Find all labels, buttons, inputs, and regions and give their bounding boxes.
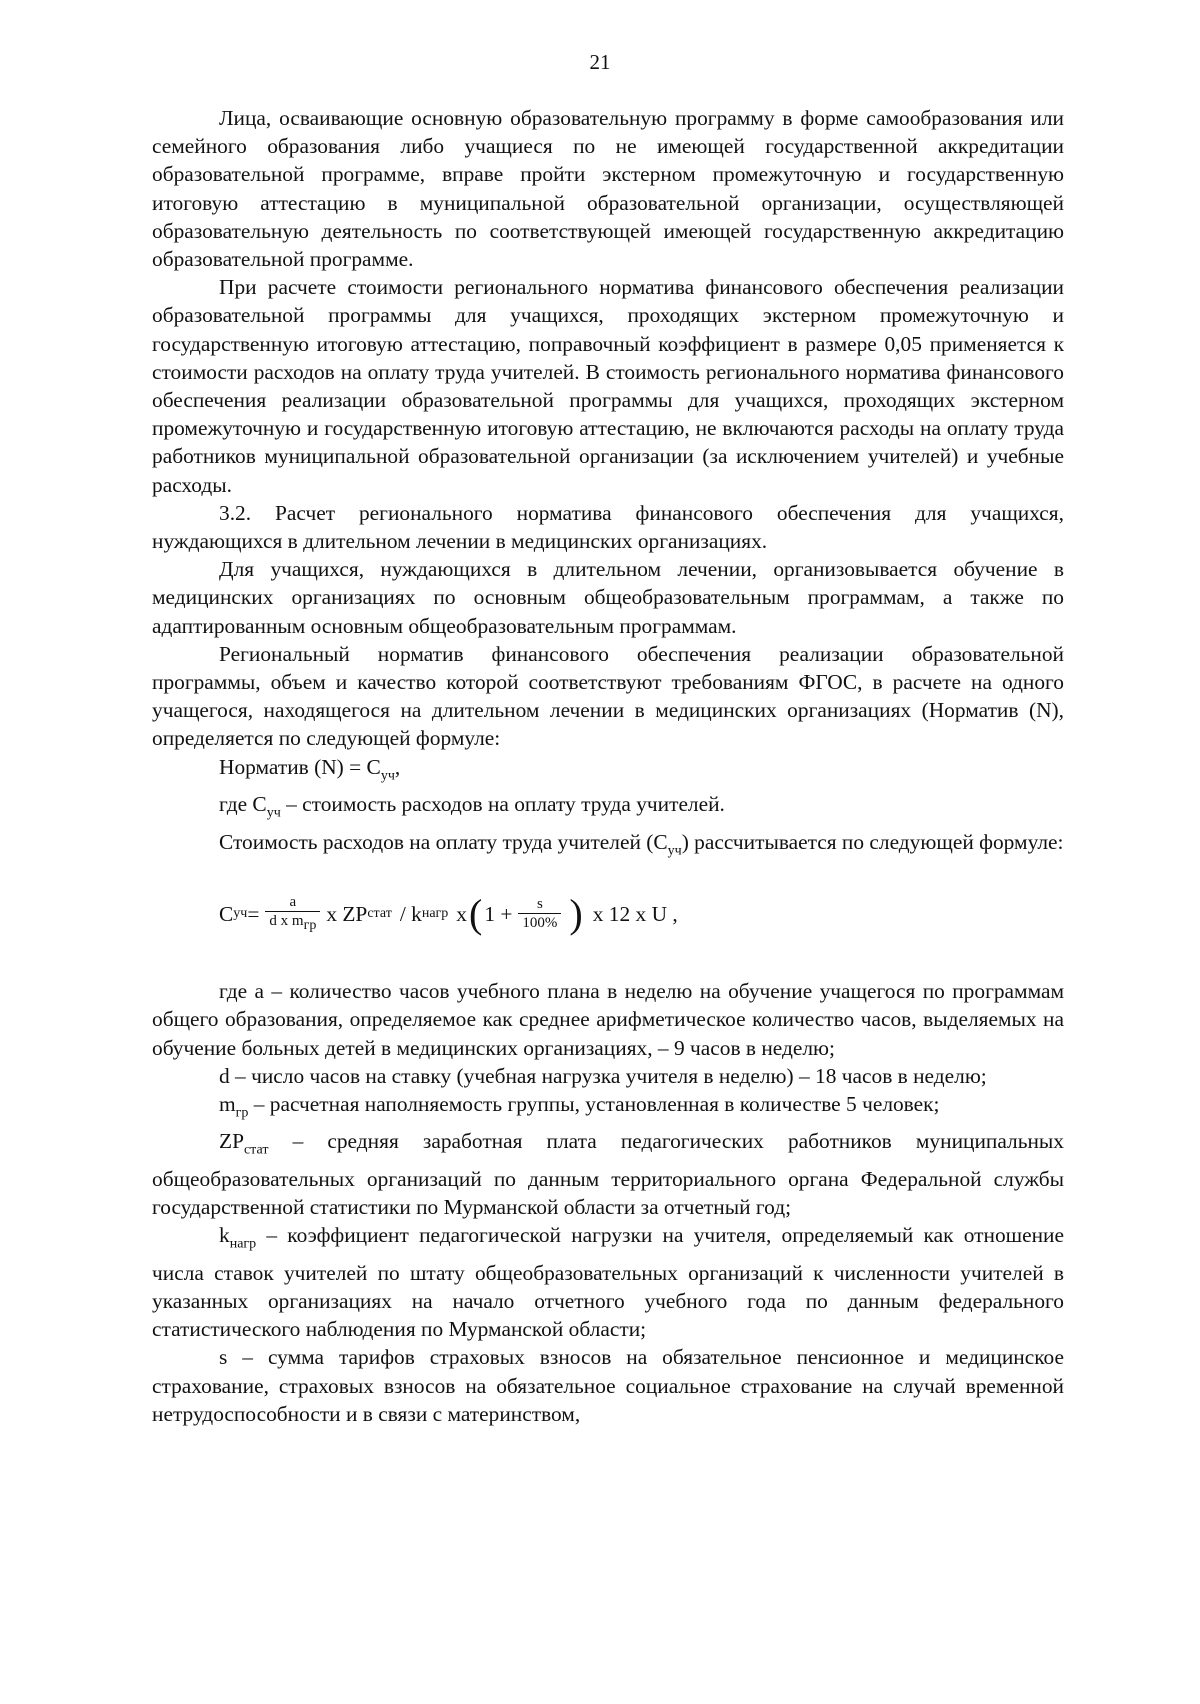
paragraph-cost-formula-intro: Стоимость расходов на оплату труда учителей $(С_{уч})$ рассчитывается по следующей формуле: <box>219 829 1064 858</box>
definition-s: s – сумма тарифов страховых взносов на обязательное пенсионное и медицинское страхование, страховых взносов на обязательное социальное страхование на случай временной нетрудоспособности и в связи с материнством, <box>152 1345 1064 1426</box>
paragraph-medical-education: Для учащихся, нуждающихся в длительном лечении, организовывается обучение в медицинских организациях по основным общеобразовательным программам, а также по адаптированным основным общеобразовательным программам. <box>152 557 1064 638</box>
definition-k-nagr: $k_{нагр}$ – коэффициент педагогической нагрузки на учителя, определяемый как отношение числа ставок учителей по штату общеобразовательных организаций к численности учителей в указанных организациях на начало отчетного учебного года по данным федерального статистического наблюдения по Мурманской области; <box>152 1223 1064 1342</box>
formula-normative: Норматив $(N) = С_{уч}$, <box>219 754 401 783</box>
fraction-s-over-100: $\frac{s}{100\%}$ <box>518 896 561 932</box>
paragraph-correction-coefficient: При расчете стоимости регионального норматива финансового обеспечения реализации образовательной программы для учащихся, проходящих экстерном промежуточную и государственную итоговую аттестацию, поправочный коэффициент в размере 0,05 применяется к стоимости расходов на оплату труда учителей. В стоимость регионального норматива финансового обеспечения реализации образовательной программы для учащихся, проходящих экстерном промежуточную и государственную итоговую аттестацию, не включаются расходы на оплату труда работников муниципальной образовательной организации (за исключением учителей) и учебные расходы. <box>152 275 1064 497</box>
definition-d: d – число часов на ставку (учебная нагрузка учителя в неделю) – 18 часов в неделю; <box>219 1063 987 1088</box>
paragraph-where-cuch: где $С_{уч}$ – стоимость расходов на оплату труда учителей. <box>219 792 725 821</box>
definition-m-gr: $m_{гр}$ – расчетная наполняемость группы, установленная в количестве 5 человек; <box>219 1091 940 1121</box>
paragraph-external-certification: Лица, осваивающие основную образовательную программу в форме самообразования или семейного образования либо учащиеся по не имеющей государственной аккредитации образовательной программе, вправе пройти экстерном промежуточную и государственную итоговую аттестацию в муниципальной образовательной организации, осуществляющей образовательную деятельность по соответствующей имеющей государственную аккредитацию образовательной программе. <box>152 106 1064 272</box>
fraction-a-over-dm: $\frac{a}{d x m_{гр}}$ <box>265 894 320 934</box>
paragraph-normative-definition: Региональный норматив финансового обеспечения реализации образовательной программы, объем и качество которой соответствуют требованиям ФГОС, в расчете на одного учащегося, находящегося на длительном лечении в медицинских организациях (Норматив (N), определяется по следующей формуле: <box>152 641 1064 751</box>
formula-teacher-cost: С уч = $\frac{a}{d x m_{гр}}$ x ZP стат / k нагр x ( 1 + $\frac{s}{100\%}$ ) x 12 x U , <box>219 891 678 937</box>
definition-zp-stat: $ZP_{стат}$ – средняя заработная плата педагогических работников муниципальных общеобразовательных организаций по данным территориального органа Федеральной службы государственной статистики по Мурманской области за отчетный год; <box>152 1129 1064 1220</box>
definition-a: где а – количество часов учебного плана в неделю на обучение учащегося по программам общего образования, определяемое как среднее арифметическое количество часов, выделяемых на обучение больных детей в медицинских организациях, – 9 часов в неделю; <box>152 979 1064 1060</box>
document-body <box>152 104 1064 1428</box>
page-number: 21 <box>589 50 611 74</box>
section-heading-3-2: 3.2. Расчет регионального норматива финансового обеспечения для учащихся, нуждающихся в длительном лечении в медицинских организациях. <box>152 500 1064 554</box>
